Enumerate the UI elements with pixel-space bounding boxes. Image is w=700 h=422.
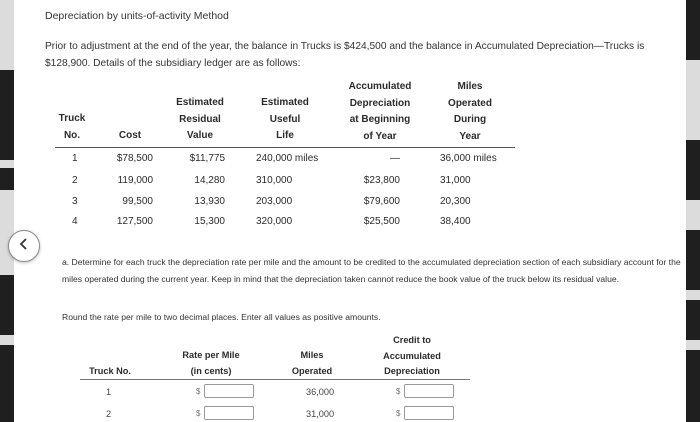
- rate-per-mile-input-truck-2[interactable]: [204, 406, 254, 420]
- rounding-instructions: Round the rate per mile to two decimal places. Enter all values as positive amounts.: [62, 312, 381, 322]
- header-miles-operated: Miles Operated During Year: [448, 81, 492, 142]
- right-edge-segment: [686, 230, 700, 290]
- left-edge-strip: [0, 0, 14, 422]
- left-edge-segment: [0, 275, 14, 335]
- header-rule: [55, 147, 515, 148]
- left-edge-segment: [0, 70, 14, 160]
- currency-symbol: $: [196, 387, 201, 396]
- header-truck-no: Truck No.: [58, 113, 86, 141]
- answer-miles-operated: 31,000: [306, 409, 335, 419]
- answer-header-rate-per-mile: Rate per Mile (in cents): [182, 350, 240, 376]
- currency-symbol: $: [196, 409, 201, 418]
- answer-header-credit: Credit to Accumulated Depreciation: [383, 335, 441, 376]
- back-button[interactable]: [8, 230, 40, 262]
- problem-intro: Prior to adjustment at the end of the year, the balance in Trucks is $424,500 and the balance in Accumulated Depreciation—Trucks is $128,900. Details of the subsidiary ledger are as follows:: [45, 41, 645, 69]
- question-a-text: a. Determine for each truck the depreciation rate per mile and the amount to be credited to the accumulated depreciation section of each subsidiary account for the miles operated during the current year. Keep in mind that the depreciation taken cannot reduce the book value of the truck below its residual value.: [62, 257, 681, 284]
- header-residual-value: Estimated Residual Value: [176, 97, 224, 141]
- answer-header-miles-operated: Miles Operated: [291, 350, 333, 376]
- right-edge-segment: [686, 0, 700, 60]
- page-title: Depreciation by units-of-activity Method: [45, 10, 229, 22]
- header-useful-life: Estimated Useful Life: [261, 97, 309, 141]
- left-edge-segment: [0, 168, 14, 190]
- answer-truck-number: 1: [106, 387, 112, 397]
- right-edge-strip: [686, 0, 700, 422]
- currency-symbol: $: [396, 387, 401, 396]
- header-accumulated-depreciation: Accumulated Depreciation at Beginning of Year: [348, 81, 412, 142]
- rate-per-mile-input-truck-1[interactable]: [204, 384, 254, 398]
- chevron-left-icon: [17, 237, 31, 256]
- header-cost: Cost: [118, 130, 142, 141]
- right-edge-segment: [686, 350, 700, 422]
- credit-accumulated-depreciation-input-truck-1[interactable]: [404, 384, 454, 398]
- answer-header-rule: [80, 379, 470, 380]
- answer-truck-number: 2: [106, 409, 112, 419]
- currency-symbol: $: [396, 409, 401, 418]
- answer-header-truck-no: Truck No.: [89, 366, 131, 376]
- credit-accumulated-depreciation-input-truck-2[interactable]: [404, 406, 454, 420]
- answer-miles-operated: 36,000: [306, 387, 335, 397]
- left-edge-segment: [0, 345, 14, 422]
- right-edge-segment: [686, 300, 700, 340]
- right-edge-segment: [686, 140, 700, 200]
